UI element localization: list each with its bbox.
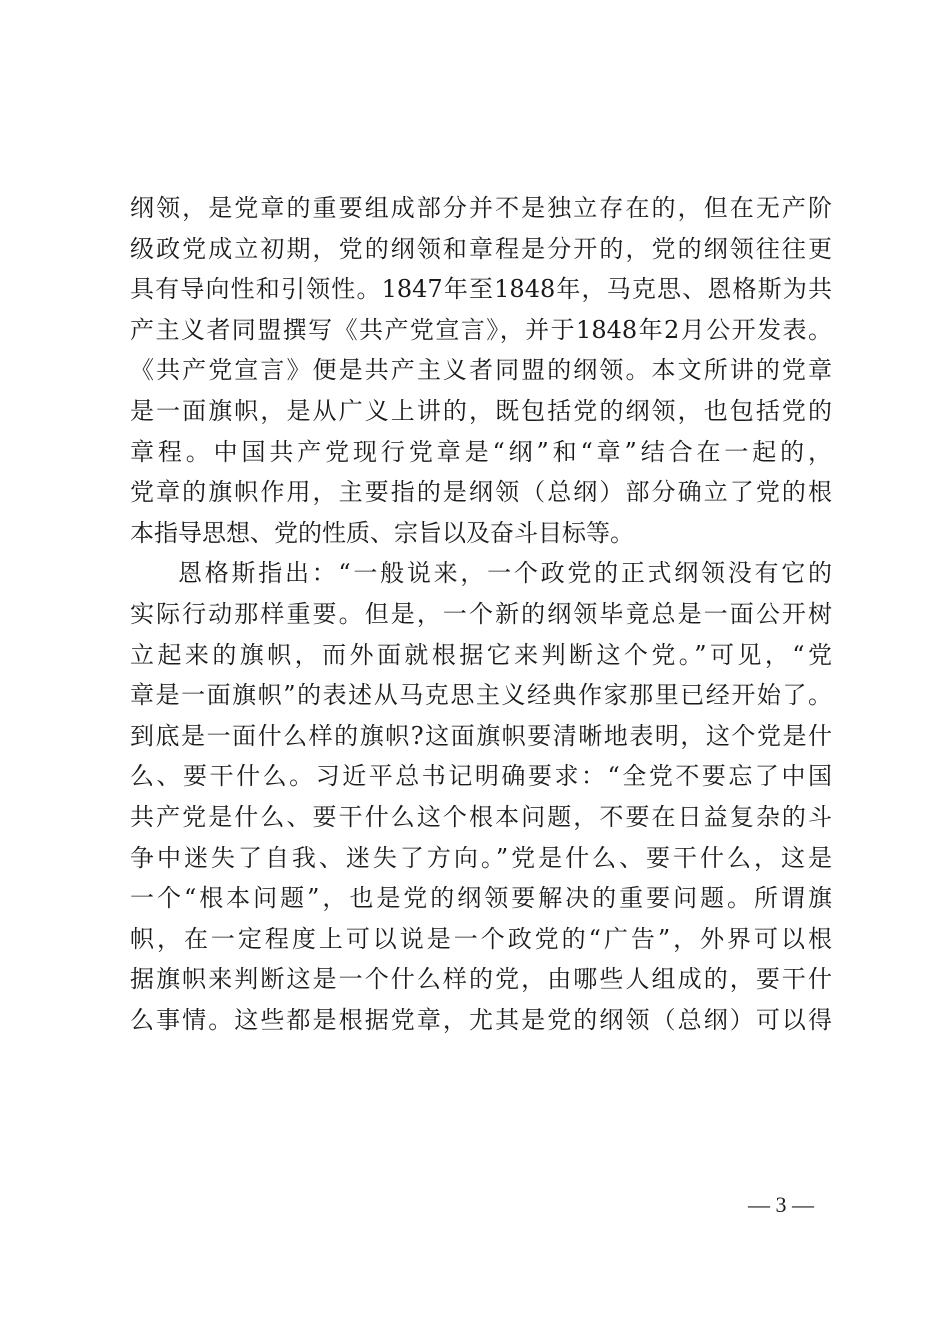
text-line: 么、要干什么。习近平总书记明确要求：“全党不要忘了中国 [130, 762, 832, 791]
text-line: 么事情。这些都是根据党章，尤其是党的纲领（总纲）可以得 [130, 1005, 832, 1034]
text-line: 帜，在一定程度上可以说是一个政党的“广告”，外界可以根 [130, 924, 832, 953]
text-line: 恩格斯指出：“一般说来，一个政党的正式纲领没有它的 [178, 559, 832, 588]
paragraph-1 [130, 188, 832, 553]
body-text [130, 188, 832, 1040]
text-line: 章是一面旗帜”的表述从马克思主义经典作家那里已经开始了。 [130, 681, 832, 710]
paragraph-2 [130, 553, 832, 1040]
text-line: 到底是一面什么样的旗帜?这面旗帜要清晰地表明，这个党是什 [130, 721, 832, 750]
text-line: 《共产党宣言》便是共产主义者同盟的纲领。本文所讲的党章 [130, 356, 832, 385]
text-line: 实际行动那样重要。但是，一个新的纲领毕竟总是一面公开树 [130, 599, 832, 628]
text-line: 一个“根本问题”，也是党的纲领要解决的重要问题。所谓旗 [130, 884, 832, 913]
text-line: 争中迷失了自我、迷失了方向。”党是什么、要干什么，这是 [130, 843, 832, 872]
text-line: 共产党是什么、要干什么这个根本问题，不要在日益复杂的斗 [130, 802, 832, 831]
text-line: 级政党成立初期，党的纲领和章程是分开的，党的纲领往往更 [130, 234, 832, 263]
text-line: 立起来的旗帜，而外面就根据它来判断这个党。”可见，“党 [130, 640, 832, 669]
text-line: 据旗帜来判断这是一个什么样的党，由哪些人组成的，要干什 [130, 965, 832, 994]
text-line: 是一面旗帜，是从广义上讲的，既包括党的纲领，也包括党的 [130, 396, 832, 425]
text-line: 章程。中国共产党现行党章是“纲”和“章”结合在一起的， [130, 437, 832, 466]
text-line: 纲领，是党章的重要组成部分并不是独立存在的，但在无产阶 [130, 194, 832, 222]
text-line: 产主义者同盟撰写《共产党宣言》，并于1848年2月公开发表。 [130, 315, 832, 344]
text-line: 党章的旗帜作用，主要指的是纲领（总纲）部分确立了党的根 [130, 478, 832, 507]
text-line: 具有导向性和引领性。1847年至1848年，马克思、恩格斯为共 [130, 275, 832, 304]
text-line: 本指导思想、党的性质、宗旨以及奋斗目标等。 [130, 518, 634, 547]
page-number: — 3 — [748, 1192, 814, 1217]
